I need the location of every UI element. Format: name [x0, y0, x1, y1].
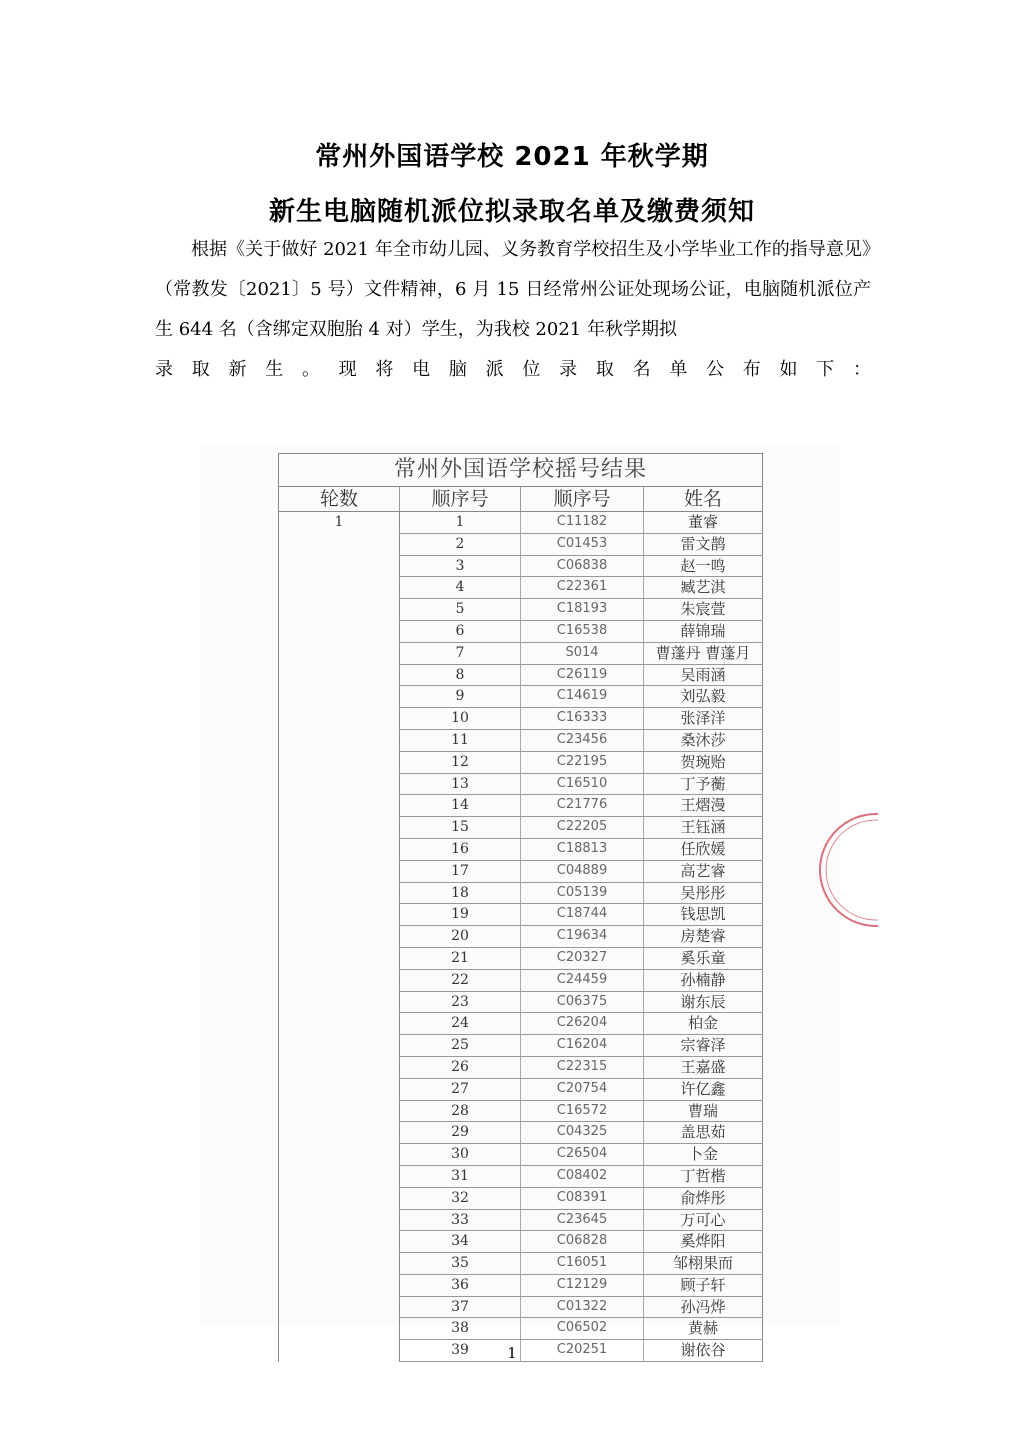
- name-cell: 吴彤彤: [644, 882, 763, 904]
- name-cell: 俞烨彤: [644, 1187, 763, 1209]
- sequence-cell: 32: [400, 1187, 521, 1209]
- code-cell: C22205: [521, 817, 644, 839]
- document-title-line1: 常州外国语学校 2021 年秋学期: [315, 142, 709, 172]
- round-cell: 1: [279, 512, 400, 1362]
- sequence-cell: 8: [400, 664, 521, 686]
- code-cell: C20327: [521, 947, 644, 969]
- code-cell: C06838: [521, 555, 644, 577]
- code-cell: C18744: [521, 904, 644, 926]
- table-row: [279, 512, 763, 534]
- code-cell: C16333: [521, 708, 644, 730]
- code-cell: C21776: [521, 795, 644, 817]
- code-cell: C18193: [521, 599, 644, 621]
- page-number: 1: [507, 1344, 517, 1362]
- name-cell: 柏金: [644, 1013, 763, 1035]
- sequence-cell: 34: [400, 1231, 521, 1253]
- name-cell: 丁予蘅: [644, 773, 763, 795]
- header-sequence-code: 顺序号: [521, 487, 644, 512]
- name-cell: 任欣媛: [644, 838, 763, 860]
- sequence-cell: 24: [400, 1013, 521, 1035]
- name-cell: 黄赫: [644, 1318, 763, 1340]
- sequence-cell: 9: [400, 686, 521, 708]
- name-cell: 丁哲楷: [644, 1165, 763, 1187]
- sequence-cell: 28: [400, 1100, 521, 1122]
- name-cell: 刘弘毅: [644, 686, 763, 708]
- code-cell: C16051: [521, 1253, 644, 1275]
- code-cell: C18813: [521, 838, 644, 860]
- name-cell: 钱思凯: [644, 904, 763, 926]
- document-title-line2: 新生电脑随机派位拟录取名单及缴费须知: [268, 197, 755, 227]
- name-cell: 朱宸萱: [644, 599, 763, 621]
- intro-paragraph-last-line: 录取新生。现将电脑派位录取名单公布如下：: [155, 359, 871, 380]
- seal-ring: [820, 814, 878, 926]
- code-cell: C05139: [521, 882, 644, 904]
- name-cell: 孙冯烨: [644, 1296, 763, 1318]
- sequence-cell: 7: [400, 642, 521, 664]
- intro-paragraph: [155, 230, 871, 390]
- sequence-cell: 1: [400, 512, 521, 534]
- header-round: 轮数: [279, 487, 400, 512]
- name-cell: 董睿: [644, 512, 763, 534]
- sequence-cell: 20: [400, 926, 521, 948]
- code-cell: C23645: [521, 1209, 644, 1231]
- code-cell: C06502: [521, 1318, 644, 1340]
- code-cell: S014: [521, 642, 644, 664]
- code-cell: C20754: [521, 1078, 644, 1100]
- code-cell: C22315: [521, 1056, 644, 1078]
- header-sequence: 顺序号: [400, 487, 521, 512]
- sequence-cell: 15: [400, 817, 521, 839]
- sequence-cell: 22: [400, 969, 521, 991]
- sequence-cell: 14: [400, 795, 521, 817]
- name-cell: 曹蓬丹 曹蓬月: [644, 642, 763, 664]
- code-cell: C14619: [521, 686, 644, 708]
- name-cell: 房楚睿: [644, 926, 763, 948]
- name-cell: 谢东辰: [644, 991, 763, 1013]
- sequence-cell: 21: [400, 947, 521, 969]
- name-cell: 王嘉盛: [644, 1056, 763, 1078]
- name-cell: 曹瑞: [644, 1100, 763, 1122]
- sequence-cell: 12: [400, 751, 521, 773]
- sequence-cell: 3: [400, 555, 521, 577]
- name-cell: 王熠漫: [644, 795, 763, 817]
- name-cell: 臧艺淇: [644, 577, 763, 599]
- sequence-cell: 19: [400, 904, 521, 926]
- sequence-cell: 29: [400, 1122, 521, 1144]
- name-cell: 贺琬贻: [644, 751, 763, 773]
- header-name: 姓名: [644, 487, 763, 512]
- code-cell: C19634: [521, 926, 644, 948]
- sequence-cell: 38: [400, 1318, 521, 1340]
- code-cell: C20251: [521, 1340, 644, 1362]
- name-cell: 卜金: [644, 1144, 763, 1166]
- sequence-cell: 5: [400, 599, 521, 621]
- code-cell: C12129: [521, 1274, 644, 1296]
- lottery-result-table: [278, 453, 763, 1362]
- code-cell: C24459: [521, 969, 644, 991]
- intro-paragraph-body: 根据《关于做好 2021 年全市幼儿园、义务教育学校招生及小学毕业工作的指导意见》（常教发〔2021〕5 号）文件精神，6 月 15 日经常州公证处现场公证，电脑随机派位产生 644 名（含绑定双胞胎 4 对）学生，为我校 2021 年秋学期拟: [155, 239, 871, 340]
- name-cell: 邹栩果而: [644, 1253, 763, 1275]
- code-cell: C06828: [521, 1231, 644, 1253]
- code-cell: C06375: [521, 991, 644, 1013]
- code-cell: C16538: [521, 620, 644, 642]
- sequence-cell: 31: [400, 1165, 521, 1187]
- name-cell: 高艺睿: [644, 860, 763, 882]
- name-cell: 谢依谷: [644, 1340, 763, 1362]
- sequence-cell: 30: [400, 1144, 521, 1166]
- code-cell: C11182: [521, 512, 644, 534]
- sequence-cell: 27: [400, 1078, 521, 1100]
- code-cell: C04889: [521, 860, 644, 882]
- code-cell: C26204: [521, 1013, 644, 1035]
- sequence-cell: 16: [400, 838, 521, 860]
- name-cell: 雷文鹊: [644, 533, 763, 555]
- sequence-cell: 37: [400, 1296, 521, 1318]
- sequence-cell: 2: [400, 533, 521, 555]
- sequence-cell: 4: [400, 577, 521, 599]
- name-cell: 王钰涵: [644, 817, 763, 839]
- code-cell: C16572: [521, 1100, 644, 1122]
- code-cell: C26504: [521, 1144, 644, 1166]
- name-cell: 奚乐童: [644, 947, 763, 969]
- code-cell: C01453: [521, 533, 644, 555]
- sequence-cell: 17: [400, 860, 521, 882]
- name-cell: 薛锦瑞: [644, 620, 763, 642]
- seal-inner-ring: [826, 820, 878, 920]
- sequence-cell: 23: [400, 991, 521, 1013]
- name-cell: 赵一鸣: [644, 555, 763, 577]
- sequence-cell: 13: [400, 773, 521, 795]
- sequence-cell: 36: [400, 1274, 521, 1296]
- code-cell: C16510: [521, 773, 644, 795]
- sequence-cell: 35: [400, 1253, 521, 1275]
- code-cell: C08402: [521, 1165, 644, 1187]
- code-cell: C23456: [521, 729, 644, 751]
- code-cell: C16204: [521, 1035, 644, 1057]
- sequence-cell: 39: [400, 1340, 521, 1362]
- sequence-cell: 11: [400, 729, 521, 751]
- code-cell: C04325: [521, 1122, 644, 1144]
- code-cell: C22195: [521, 751, 644, 773]
- sequence-cell: 26: [400, 1056, 521, 1078]
- name-cell: 张泽洋: [644, 708, 763, 730]
- code-cell: C26119: [521, 664, 644, 686]
- official-seal: [808, 810, 878, 930]
- name-cell: 许亿鑫: [644, 1078, 763, 1100]
- sequence-cell: 10: [400, 708, 521, 730]
- name-cell: 宗睿泽: [644, 1035, 763, 1057]
- name-cell: 顾子轩: [644, 1274, 763, 1296]
- name-cell: 吴雨涵: [644, 664, 763, 686]
- name-cell: 万可心: [644, 1209, 763, 1231]
- name-cell: 桑沐莎: [644, 729, 763, 751]
- sequence-cell: 25: [400, 1035, 521, 1057]
- name-cell: 盖思茹: [644, 1122, 763, 1144]
- table-caption: 常州外国语学校摇号结果: [279, 454, 763, 487]
- name-cell: 奚烨阳: [644, 1231, 763, 1253]
- code-cell: C22361: [521, 577, 644, 599]
- code-cell: C01322: [521, 1296, 644, 1318]
- sequence-cell: 33: [400, 1209, 521, 1231]
- sequence-cell: 18: [400, 882, 521, 904]
- code-cell: C08391: [521, 1187, 644, 1209]
- name-cell: 孙楠静: [644, 969, 763, 991]
- sequence-cell: 6: [400, 620, 521, 642]
